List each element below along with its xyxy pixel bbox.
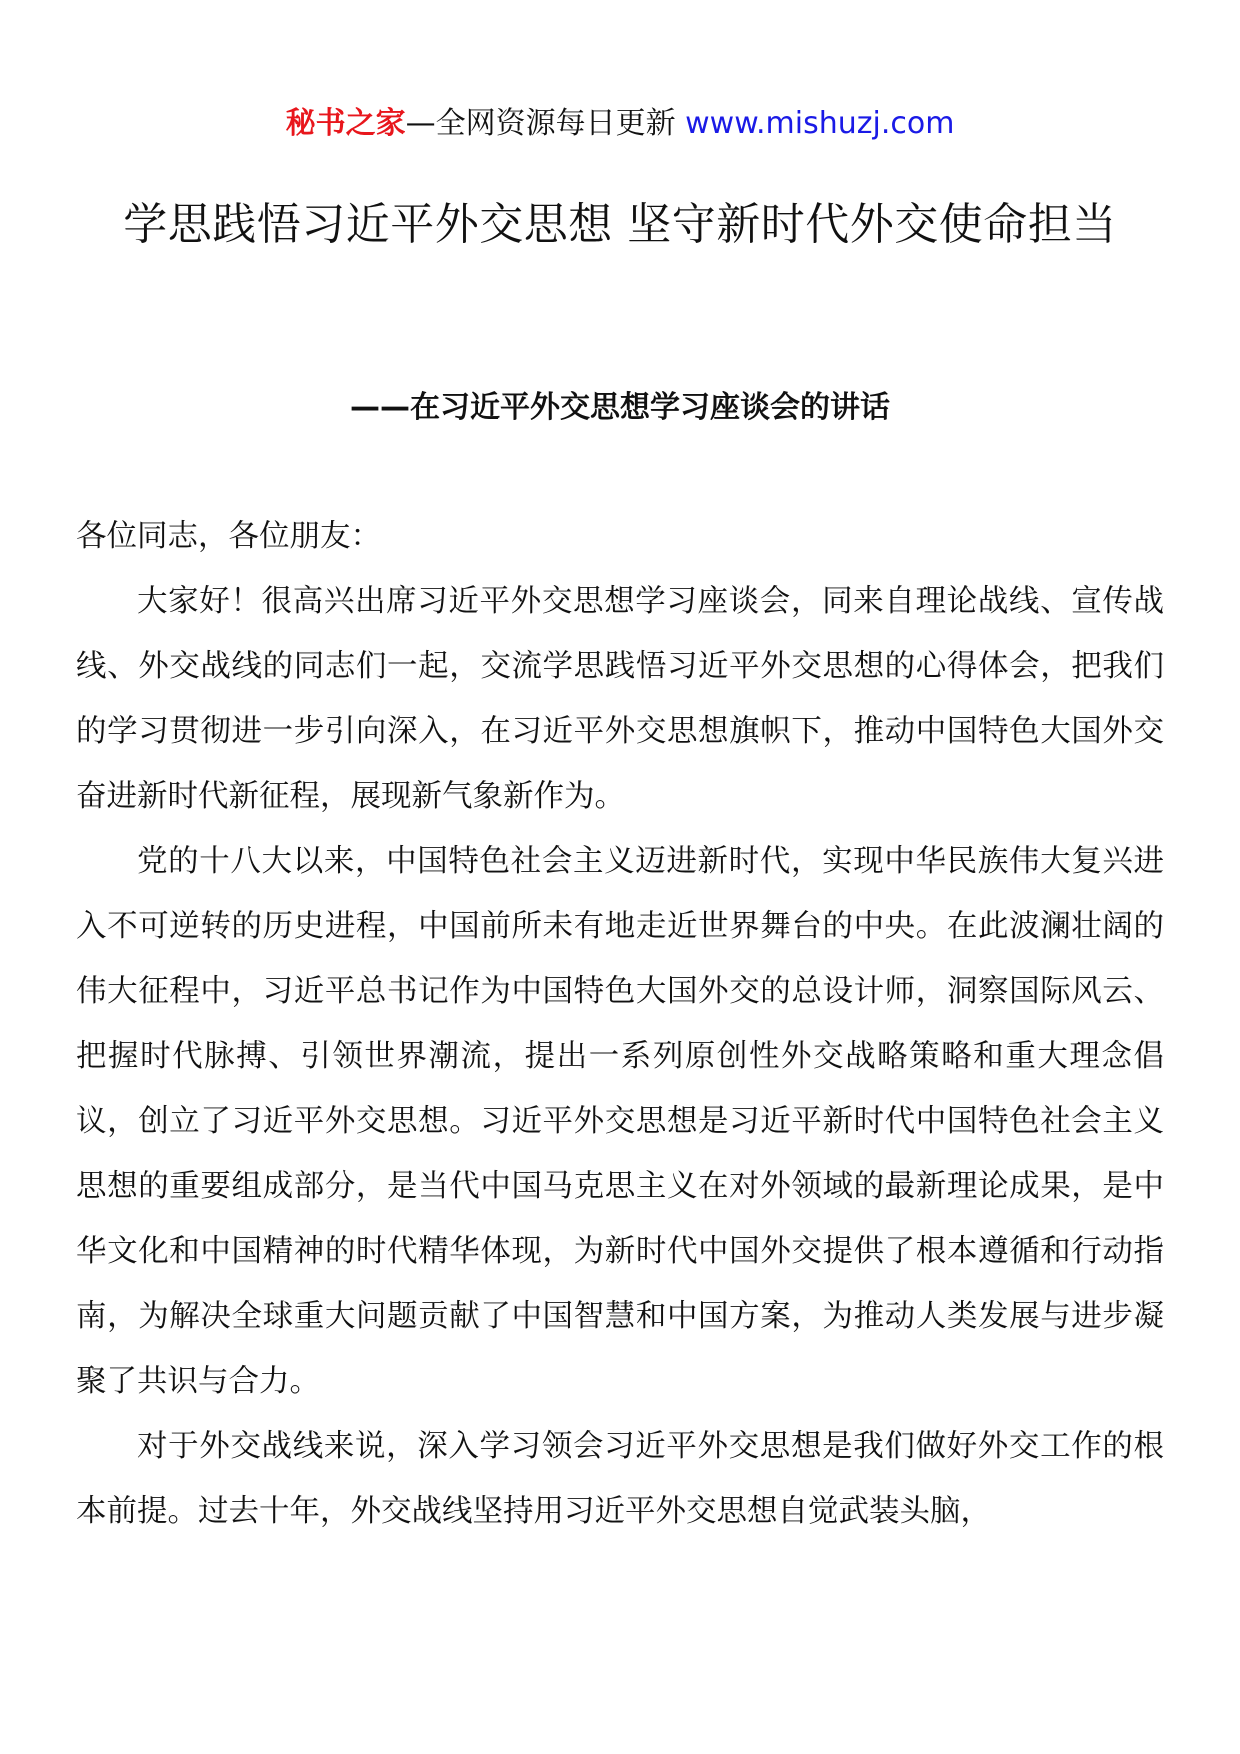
brand-name: 秘书之家 [285, 106, 406, 141]
document-subtitle: ——在习近平外交思想学习座谈会的讲话 [350, 390, 890, 425]
header-tagline: —全网资源每日更新 [405, 106, 676, 141]
document-title: 学思践悟习近平外交思想 坚守新时代外交使命担当 [123, 199, 1117, 250]
site-header [0, 100, 1240, 148]
site-url-link[interactable]: www.mishuzj.com [685, 106, 955, 141]
document-body [76, 504, 1164, 1544]
body-paragraph: 对于外交战线来说，深入学习领会习近平外交思想是我们做好外交工作的根本前提。过去十年，外交战线坚持用习近平外交思想自觉武装头脑， [76, 1429, 1164, 1529]
body-paragraph: 党的十八大以来，中国特色社会主义迈进新时代，实现中华民族伟大复兴进入不可逆转的历史进程，中国前所未有地走近世界舞台的中央。在此波澜壮阔的伟大征程中，习近平总书记作为中国特色大国外交的总设计师，洞察国际风云、把握时代脉搏、引领世界潮流，提出一系列原创性外交战略策略和重大理念倡议，创立了习近平外交思想。习近平外交思想是习近平新时代中国特色社会主义思想的重要组成部分，是当代中国马克思主义在对外领域的最新理论成果，是中华文化和中国精神的时代精华体现，为新时代中国外交提供了根本遵循和行动指南，为解决全球重大问题贡献了中国智慧和中国方案，为推动人类发展与进步凝聚了共识与合力。 [76, 844, 1164, 1399]
body-paragraph: 大家好！很高兴出席习近平外交思想学习座谈会，同来自理论战线、宣传战线、外交战线的同志们一起，交流学思践悟习近平外交思想的心得体会，把我们的学习贯彻进一步引向深入，在习近平外交思想旗帜下，推动中国特色大国外交奋进新时代新征程，展现新气象新作为。 [76, 584, 1164, 814]
salutation: 各位同志，各位朋友： [76, 519, 381, 554]
